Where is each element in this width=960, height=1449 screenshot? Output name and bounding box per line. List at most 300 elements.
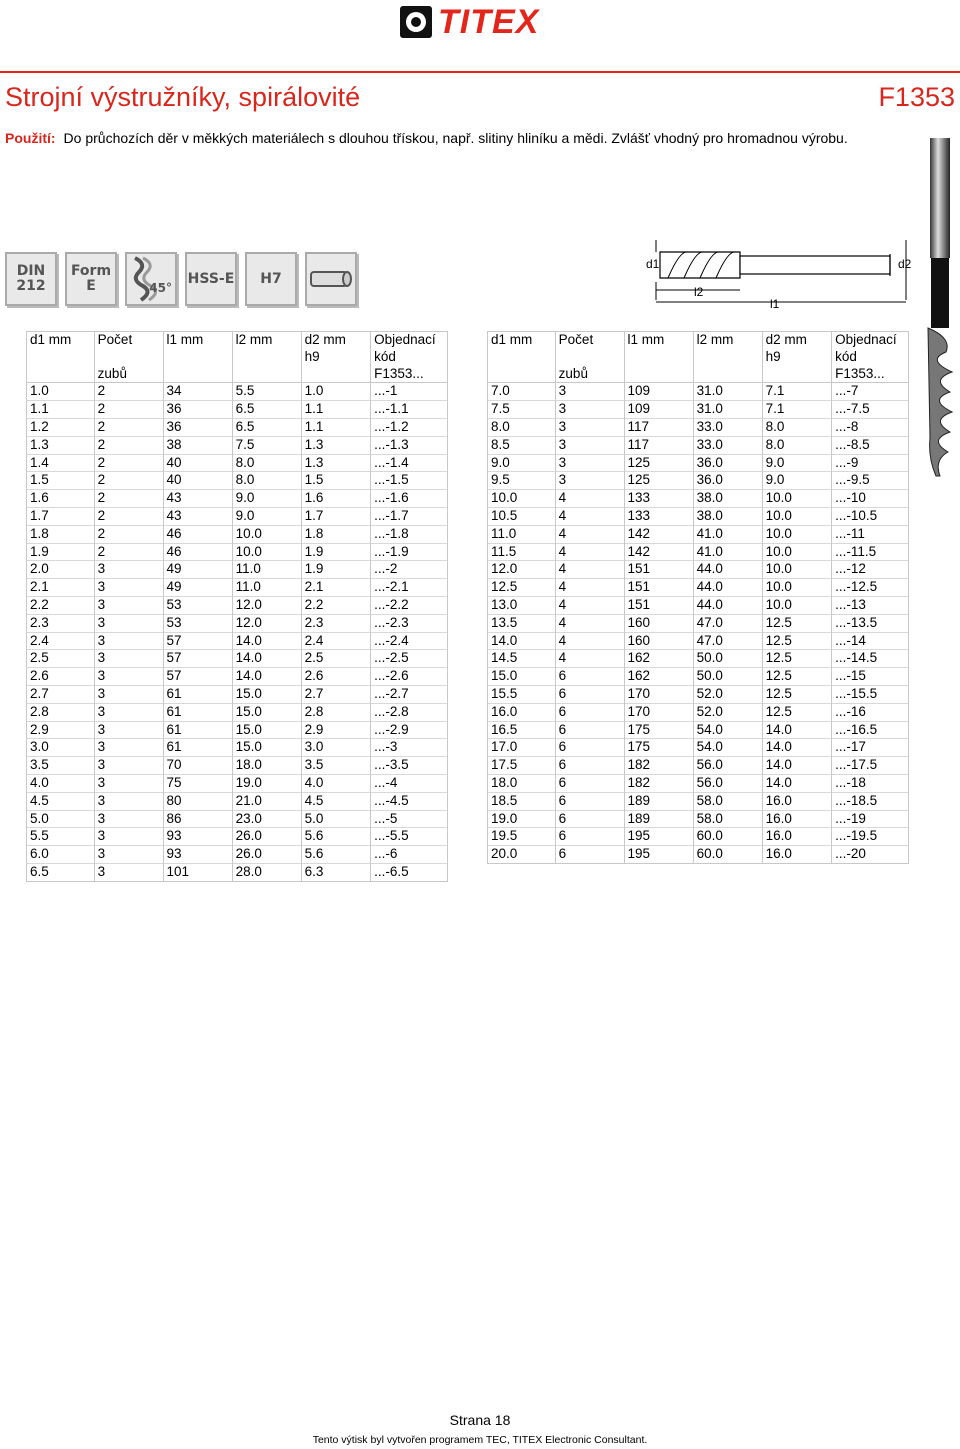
cell-l2: 38.0 <box>693 490 762 508</box>
cell-d2: 2.8 <box>301 703 370 721</box>
cell-teeth: 2 <box>94 507 163 525</box>
cell-l2: 33.0 <box>693 418 762 436</box>
cell-teeth: 6 <box>555 810 624 828</box>
cell-order-code: ...-9.5 <box>832 472 909 490</box>
cell-l2: 41.0 <box>693 525 762 543</box>
cell-order-code: ...-5 <box>371 810 448 828</box>
cell-d1: 17.0 <box>488 739 556 757</box>
cell-l1: 57 <box>163 668 232 686</box>
cell-teeth: 3 <box>94 561 163 579</box>
cell-l2: 54.0 <box>693 739 762 757</box>
cell-order-code: ...-17 <box>832 739 909 757</box>
cell-l1: 175 <box>624 739 693 757</box>
cell-d1: 19.5 <box>488 828 556 846</box>
cell-d1: 2.4 <box>27 632 95 650</box>
table-row <box>27 418 448 436</box>
cell-d1: 10.0 <box>488 490 556 508</box>
cell-d1: 2.7 <box>27 685 95 703</box>
cell-l2: 14.0 <box>232 632 301 650</box>
table-row <box>27 561 448 579</box>
table-row <box>488 472 909 490</box>
cell-teeth: 3 <box>94 614 163 632</box>
cell-l1: 49 <box>163 561 232 579</box>
table-row <box>488 596 909 614</box>
cell-d1: 17.5 <box>488 757 556 775</box>
cell-l2: 11.0 <box>232 561 301 579</box>
table-row <box>27 614 448 632</box>
table-row <box>27 383 448 401</box>
cell-d2: 5.6 <box>301 846 370 864</box>
d2-label: d2 <box>898 257 912 271</box>
cell-l1: 125 <box>624 454 693 472</box>
col-d1-cont <box>488 349 556 366</box>
cell-d1: 8.5 <box>488 436 556 454</box>
col-l2-cont <box>232 349 301 366</box>
cell-order-code: ...-15 <box>832 668 909 686</box>
cell-teeth: 3 <box>555 472 624 490</box>
cell-d2: 5.6 <box>301 828 370 846</box>
table-row <box>27 846 448 864</box>
cell-l2: 7.5 <box>232 436 301 454</box>
table-row <box>488 668 909 686</box>
table-row <box>488 418 909 436</box>
cell-l1: 61 <box>163 721 232 739</box>
cell-teeth: 6 <box>555 828 624 846</box>
cell-teeth: 6 <box>555 685 624 703</box>
shank-icon <box>305 252 357 306</box>
cell-order-code: ...-19 <box>832 810 909 828</box>
cell-d2: 4.0 <box>301 774 370 792</box>
table-header-row <box>488 349 909 366</box>
cell-d1: 18.0 <box>488 774 556 792</box>
cell-l1: 43 <box>163 490 232 508</box>
cell-d2: 10.0 <box>762 525 831 543</box>
cell-l2: 12.0 <box>232 614 301 632</box>
cell-l1: 43 <box>163 507 232 525</box>
table-row <box>488 650 909 668</box>
cell-teeth: 3 <box>94 863 163 881</box>
titex-logo <box>400 4 539 40</box>
table-row <box>27 596 448 614</box>
cell-d2: 1.7 <box>301 507 370 525</box>
cell-d2: 1.0 <box>301 383 370 401</box>
cell-l1: 175 <box>624 721 693 739</box>
helix-45-icon <box>125 252 177 306</box>
cell-d1: 3.0 <box>27 739 95 757</box>
cell-order-code: ...-4 <box>371 774 448 792</box>
cell-order-code: ...-13 <box>832 596 909 614</box>
table-row <box>488 632 909 650</box>
cell-order-code: ...-15.5 <box>832 685 909 703</box>
dimension-drawing <box>640 240 920 310</box>
cell-l2: 36.0 <box>693 472 762 490</box>
cell-l1: 46 <box>163 543 232 561</box>
cell-d1: 12.0 <box>488 561 556 579</box>
cell-order-code: ...-8 <box>832 418 909 436</box>
cell-d1: 1.7 <box>27 507 95 525</box>
col-d1-cont <box>27 349 95 366</box>
cell-order-code: ...-1.9 <box>371 543 448 561</box>
cell-d1: 2.8 <box>27 703 95 721</box>
cell-d2: 1.1 <box>301 401 370 419</box>
cell-order-code: ...-7.5 <box>832 401 909 419</box>
cell-d1: 11.5 <box>488 543 556 561</box>
table-row <box>27 507 448 525</box>
cell-d1: 1.8 <box>27 525 95 543</box>
col-l2: l2 mm <box>232 332 301 349</box>
cell-l1: 142 <box>624 525 693 543</box>
cell-teeth: 3 <box>94 668 163 686</box>
col-l1-cont <box>163 366 232 383</box>
table-row <box>488 614 909 632</box>
cell-order-code: ...-1.2 <box>371 418 448 436</box>
col-teeth-unit: zubů <box>555 366 624 383</box>
cell-teeth: 3 <box>94 703 163 721</box>
cell-l2: 23.0 <box>232 810 301 828</box>
cell-d2: 14.0 <box>762 757 831 775</box>
cell-d1: 7.0 <box>488 383 556 401</box>
cell-order-code: ...-1.1 <box>371 401 448 419</box>
cell-d1: 2.2 <box>27 596 95 614</box>
product-code: F1353 <box>878 82 955 112</box>
cell-l2: 9.0 <box>232 490 301 508</box>
cell-l2: 50.0 <box>693 668 762 686</box>
table-body-left <box>27 383 448 881</box>
col-order: Objednací <box>371 332 448 349</box>
cell-l1: 162 <box>624 668 693 686</box>
cell-l1: 195 <box>624 846 693 864</box>
col-order-kod: kód <box>832 349 909 366</box>
col-l2-cont <box>693 349 762 366</box>
cell-l1: 61 <box>163 703 232 721</box>
table-row <box>27 454 448 472</box>
cell-l1: 189 <box>624 792 693 810</box>
col-d1: d1 mm <box>27 332 95 349</box>
col-teeth: Počet <box>555 332 624 349</box>
table-row <box>27 579 448 597</box>
cell-d2: 2.2 <box>301 596 370 614</box>
cell-teeth: 3 <box>555 436 624 454</box>
cell-teeth: 3 <box>94 846 163 864</box>
table-row <box>488 436 909 454</box>
cell-d2: 16.0 <box>762 828 831 846</box>
cell-d2: 7.1 <box>762 383 831 401</box>
cell-order-code: ...-2.2 <box>371 596 448 614</box>
cell-d2: 16.0 <box>762 792 831 810</box>
cell-order-code: ...-17.5 <box>832 757 909 775</box>
cell-order-code: ...-1 <box>371 383 448 401</box>
table-row <box>27 774 448 792</box>
cell-d1: 20.0 <box>488 846 556 864</box>
cell-d2: 14.0 <box>762 721 831 739</box>
cell-d2: 12.5 <box>762 668 831 686</box>
l2-label: l2 <box>694 285 704 299</box>
cell-d2: 9.0 <box>762 454 831 472</box>
cell-l2: 47.0 <box>693 614 762 632</box>
cell-teeth: 2 <box>94 436 163 454</box>
cell-order-code: ...-2.6 <box>371 668 448 686</box>
cell-l1: 86 <box>163 810 232 828</box>
table-row <box>488 579 909 597</box>
cell-d1: 2.3 <box>27 614 95 632</box>
col-l2-cont <box>693 366 762 383</box>
cell-l2: 50.0 <box>693 650 762 668</box>
cell-d1: 2.0 <box>27 561 95 579</box>
col-d2-tolerance: h9 <box>301 349 370 366</box>
cell-l1: 101 <box>163 863 232 881</box>
cell-d1: 12.5 <box>488 579 556 597</box>
col-l1: l1 mm <box>624 332 693 349</box>
cell-d2: 1.6 <box>301 490 370 508</box>
cell-l1: 40 <box>163 454 232 472</box>
table-row <box>488 810 909 828</box>
cell-d2: 8.0 <box>762 436 831 454</box>
cell-l1: 189 <box>624 810 693 828</box>
table-row <box>488 703 909 721</box>
cell-l1: 170 <box>624 685 693 703</box>
col-d2-cont <box>762 366 831 383</box>
cell-l1: 53 <box>163 614 232 632</box>
cell-l2: 41.0 <box>693 543 762 561</box>
cell-order-code: ...-1.5 <box>371 472 448 490</box>
cell-teeth: 2 <box>94 490 163 508</box>
cell-d1: 2.6 <box>27 668 95 686</box>
table-row <box>27 401 448 419</box>
col-order-prefix: F1353... <box>371 366 448 383</box>
cell-teeth: 6 <box>555 668 624 686</box>
cell-d2: 12.5 <box>762 703 831 721</box>
cell-teeth: 3 <box>94 650 163 668</box>
cell-order-code: ...-12 <box>832 561 909 579</box>
cell-d2: 2.4 <box>301 632 370 650</box>
cell-d2: 1.9 <box>301 561 370 579</box>
cell-d2: 12.5 <box>762 632 831 650</box>
cell-l2: 14.0 <box>232 668 301 686</box>
col-l2: l2 mm <box>693 332 762 349</box>
cell-d1: 1.4 <box>27 454 95 472</box>
cell-l2: 31.0 <box>693 383 762 401</box>
cell-teeth: 2 <box>94 525 163 543</box>
table-row <box>488 774 909 792</box>
cell-order-code: ...-19.5 <box>832 828 909 846</box>
cell-l2: 52.0 <box>693 685 762 703</box>
cell-l2: 18.0 <box>232 757 301 775</box>
cell-l2: 9.0 <box>232 507 301 525</box>
cell-l2: 10.0 <box>232 525 301 543</box>
cell-l1: 61 <box>163 739 232 757</box>
cell-order-code: ...-4.5 <box>371 792 448 810</box>
cell-l1: 40 <box>163 472 232 490</box>
cell-order-code: ...-1.6 <box>371 490 448 508</box>
cell-l2: 8.0 <box>232 472 301 490</box>
cell-teeth: 3 <box>94 739 163 757</box>
table-row <box>488 383 909 401</box>
cell-l2: 52.0 <box>693 703 762 721</box>
cell-d1: 1.1 <box>27 401 95 419</box>
table-row <box>488 846 909 864</box>
cell-l2: 36.0 <box>693 454 762 472</box>
cell-teeth: 3 <box>555 401 624 419</box>
feature-icons <box>5 252 357 306</box>
reamer-table-right <box>487 331 909 864</box>
d1-label: d1 <box>646 257 660 271</box>
cell-d1: 19.0 <box>488 810 556 828</box>
reamer-table-left <box>26 331 448 882</box>
cell-d1: 18.5 <box>488 792 556 810</box>
cell-d2: 12.5 <box>762 614 831 632</box>
cell-d2: 1.1 <box>301 418 370 436</box>
cell-d2: 10.0 <box>762 543 831 561</box>
cell-order-code: ...-12.5 <box>832 579 909 597</box>
table-row <box>27 436 448 454</box>
cell-teeth: 2 <box>94 383 163 401</box>
cell-d2: 10.0 <box>762 507 831 525</box>
cell-l2: 44.0 <box>693 596 762 614</box>
cell-l2: 8.0 <box>232 454 301 472</box>
cell-teeth: 2 <box>94 454 163 472</box>
cell-order-code: ...-14.5 <box>832 650 909 668</box>
cell-l1: 75 <box>163 774 232 792</box>
cell-teeth: 6 <box>555 721 624 739</box>
table-header-row <box>488 366 909 383</box>
cell-teeth: 4 <box>555 596 624 614</box>
cell-order-code: ...-18 <box>832 774 909 792</box>
cell-l2: 47.0 <box>693 632 762 650</box>
table-row <box>27 668 448 686</box>
cell-d2: 1.5 <box>301 472 370 490</box>
cell-order-code: ...-7 <box>832 383 909 401</box>
cell-l1: 162 <box>624 650 693 668</box>
cell-teeth: 3 <box>94 596 163 614</box>
table-row <box>27 543 448 561</box>
table-header-row <box>27 332 448 349</box>
cell-l2: 12.0 <box>232 596 301 614</box>
cell-l2: 38.0 <box>693 507 762 525</box>
col-l2-cont <box>232 366 301 383</box>
table-row <box>488 490 909 508</box>
table-row <box>27 703 448 721</box>
cell-teeth: 6 <box>555 739 624 757</box>
cell-l1: 160 <box>624 632 693 650</box>
cell-l2: 14.0 <box>232 650 301 668</box>
cell-l2: 54.0 <box>693 721 762 739</box>
cell-d2: 3.5 <box>301 757 370 775</box>
cell-l2: 28.0 <box>232 863 301 881</box>
cell-teeth: 4 <box>555 543 624 561</box>
table-row <box>27 863 448 881</box>
cell-l2: 60.0 <box>693 828 762 846</box>
cell-d2: 14.0 <box>762 774 831 792</box>
cell-teeth: 3 <box>94 721 163 739</box>
table-row <box>488 828 909 846</box>
cell-d1: 4.0 <box>27 774 95 792</box>
cell-d1: 11.0 <box>488 525 556 543</box>
cell-l2: 56.0 <box>693 774 762 792</box>
cell-teeth: 4 <box>555 490 624 508</box>
cell-d2: 2.5 <box>301 650 370 668</box>
cell-order-code: ...-10.5 <box>832 507 909 525</box>
page-title: Strojní výstružníky, spirálovité <box>5 82 361 112</box>
table-row <box>488 739 909 757</box>
table-row <box>27 525 448 543</box>
col-d1: d1 mm <box>488 332 556 349</box>
cell-d1: 1.3 <box>27 436 95 454</box>
reamer-photo <box>922 138 958 478</box>
cell-order-code: ...-9 <box>832 454 909 472</box>
cell-order-code: ...-2.8 <box>371 703 448 721</box>
cell-d1: 16.5 <box>488 721 556 739</box>
cell-l1: 34 <box>163 383 232 401</box>
cell-d2: 2.7 <box>301 685 370 703</box>
table-header-row <box>488 332 909 349</box>
cell-d2: 12.5 <box>762 685 831 703</box>
cell-order-code: ...-11.5 <box>832 543 909 561</box>
table-body-right <box>488 383 909 864</box>
cell-teeth: 6 <box>555 703 624 721</box>
cell-teeth: 6 <box>555 774 624 792</box>
usage-label: Použití: <box>5 130 56 146</box>
table-row <box>488 561 909 579</box>
cell-l1: 57 <box>163 632 232 650</box>
cell-d1: 1.2 <box>27 418 95 436</box>
cell-d2: 14.0 <box>762 739 831 757</box>
cell-d1: 5.0 <box>27 810 95 828</box>
cell-teeth: 3 <box>555 418 624 436</box>
cell-l1: 117 <box>624 436 693 454</box>
cell-d1: 5.5 <box>27 828 95 846</box>
cell-order-code: ...-1.8 <box>371 525 448 543</box>
cell-d2: 1.9 <box>301 543 370 561</box>
cell-l2: 15.0 <box>232 685 301 703</box>
footer-note: Tento výtisk byl vytvořen programem TEC, TITEX Electronic Consultant. <box>312 1434 648 1446</box>
cell-d2: 9.0 <box>762 472 831 490</box>
cell-d2: 1.3 <box>301 436 370 454</box>
cell-order-code: ...-3 <box>371 739 448 757</box>
cell-order-code: ...-20 <box>832 846 909 864</box>
cell-order-code: ...-16 <box>832 703 909 721</box>
cell-order-code: ...-11 <box>832 525 909 543</box>
table-row <box>27 810 448 828</box>
cell-l1: 93 <box>163 828 232 846</box>
cell-d2: 8.0 <box>762 418 831 436</box>
cell-order-code: ...-1.4 <box>371 454 448 472</box>
cell-d2: 1.8 <box>301 525 370 543</box>
cell-l1: 109 <box>624 383 693 401</box>
cell-teeth: 3 <box>94 810 163 828</box>
cell-l1: 109 <box>624 401 693 419</box>
cell-l1: 133 <box>624 490 693 508</box>
cell-l1: 133 <box>624 507 693 525</box>
cell-l1: 49 <box>163 579 232 597</box>
cell-teeth: 3 <box>94 774 163 792</box>
brand-name: TITEX <box>438 2 540 41</box>
col-d2: d2 mm <box>301 332 370 349</box>
cell-teeth: 6 <box>555 792 624 810</box>
cell-teeth: 3 <box>94 632 163 650</box>
cell-order-code: ...-18.5 <box>832 792 909 810</box>
cell-order-code: ...-1.7 <box>371 507 448 525</box>
cell-d2: 6.3 <box>301 863 370 881</box>
cell-l1: 53 <box>163 596 232 614</box>
col-order: Objednací <box>832 332 909 349</box>
table-row <box>488 792 909 810</box>
cell-order-code: ...-2.1 <box>371 579 448 597</box>
col-d1-cont <box>488 366 556 383</box>
table-row <box>488 507 909 525</box>
cell-d2: 10.0 <box>762 579 831 597</box>
col-l1-cont <box>624 349 693 366</box>
cell-d1: 14.0 <box>488 632 556 650</box>
